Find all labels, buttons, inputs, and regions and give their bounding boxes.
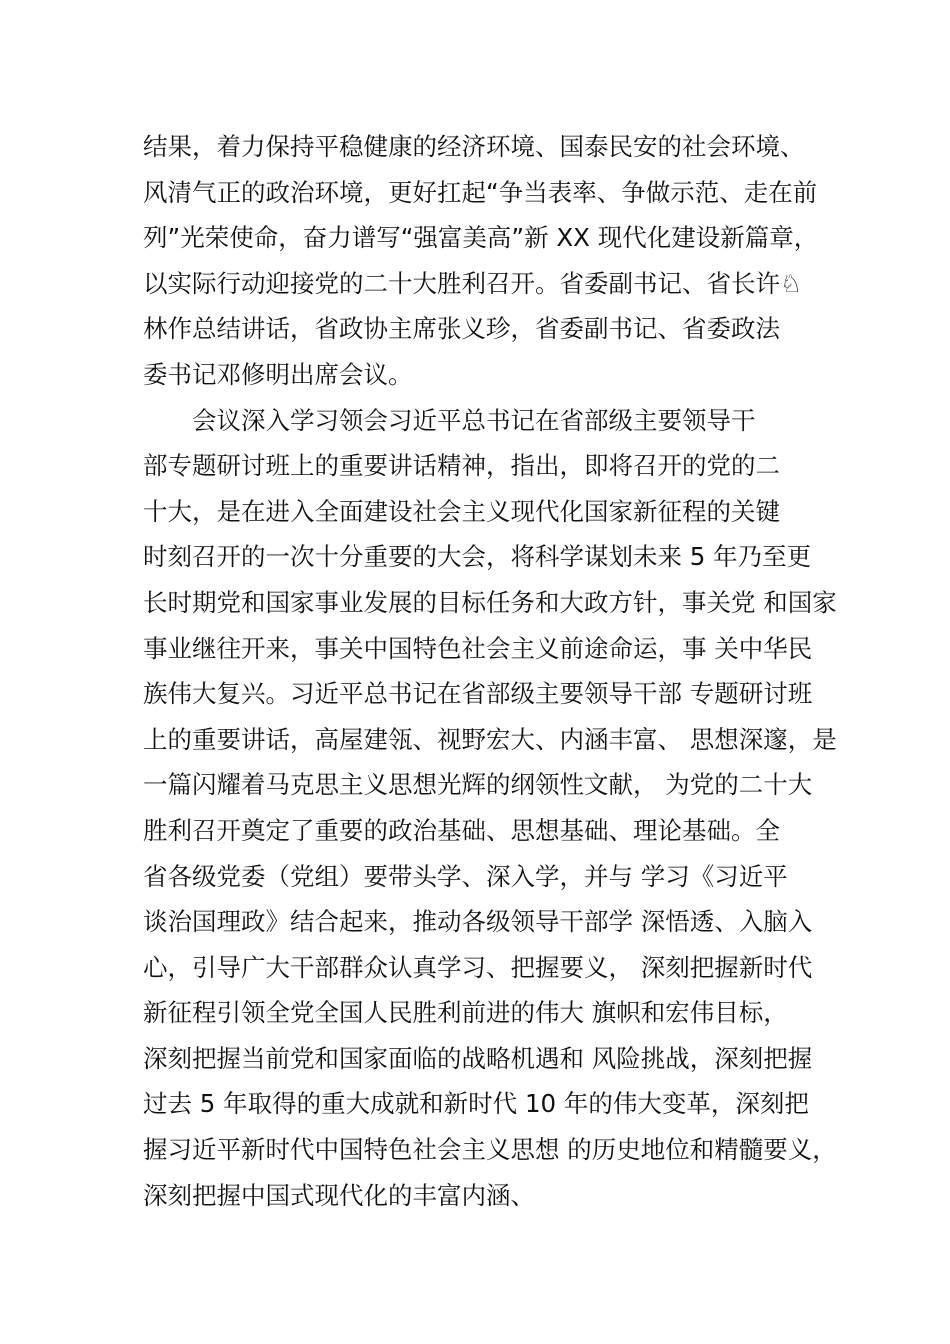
text-line: 事业继往开来，事关中国特色社会主义前途命运，事 关中华民 — [143, 633, 813, 663]
text-line: 林作总结讲话，省政协主席张义珍，省委副书记、省委政法 — [143, 314, 780, 344]
text-line: 以实际行动迎接党的二十大胜利召开。省委副书记、省长许♘ — [143, 268, 802, 298]
text-line: 会议深入学习领会习近平总书记在省部级主要领导干 — [143, 405, 756, 435]
text-line: 深刻把握当前党和国家面临的战略机遇和 风险挑战，深刻把握 — [143, 1043, 813, 1073]
text-line: 胜利召开奠定了重要的政治基础、思想基础、理论基础。全 — [143, 815, 780, 845]
text-line: 新征程引领全党全国人民胜利前进的伟大 旗帜和宏伟目标， — [143, 998, 788, 1028]
text-line: 族伟大复兴。习近平总书记在省部级主要领导干部 专题研讨班 — [143, 679, 813, 709]
text-line: 上的重要讲话，高屋建瓴、视野宏大、内涵丰富、 思想深邃，是 — [143, 724, 837, 754]
text-line: 握习近平新时代中国特色社会主义思想 的历史地位和精髓要义， — [143, 1135, 837, 1165]
text-line: 结果，着力保持平稳健康的经济环境、国泰民安的社会环境、 — [143, 132, 805, 161]
body-text — [143, 124, 843, 1218]
text-line: 谈治国理政》结合起来，推动各级领导干部学 深悟透、入脑入 — [143, 907, 813, 937]
text-line: 委书记邓修明出席会议。 — [143, 359, 413, 389]
text-line: 时刻召开的一次十分重要的大会，将科学谋划未来 5 年乃至更 — [143, 542, 812, 572]
text-line: 部专题研讨班上的重要讲话精神，指出，即将召开的党的二 — [143, 451, 780, 481]
text-line: 心，引导广大干部群众认真学习、把握要义， 深刻把握新时代 — [143, 952, 813, 982]
text-line: 一篇闪耀着马克思主义思想光辉的纲领性文献， 为党的二十大 — [143, 770, 813, 800]
text-line: 风清气正的政治环境，更好扛起“争当表率、争做示范、走在前 — [143, 177, 818, 207]
text-line: 过去 5 年取得的重大成就和新时代 10 年的伟大变革，深刻把 — [143, 1089, 809, 1119]
text-line: 长时期党和国家事业发展的目标任务和大政方针，事关党 和国家 — [143, 587, 837, 617]
text-line: 列”光荣使命，奋力谱写“强富美高”新 XX 现代化建设新篇章， — [143, 223, 819, 253]
text-line: 十大，是在进入全面建设社会主义现代化国家新征程的关键 — [143, 496, 780, 526]
text-line: 深刻把握中国式现代化的丰富内涵、 — [143, 1180, 535, 1210]
text-line: 省各级党委（党组）要带头学、深入学，并与 学习《习近平 — [143, 861, 788, 891]
